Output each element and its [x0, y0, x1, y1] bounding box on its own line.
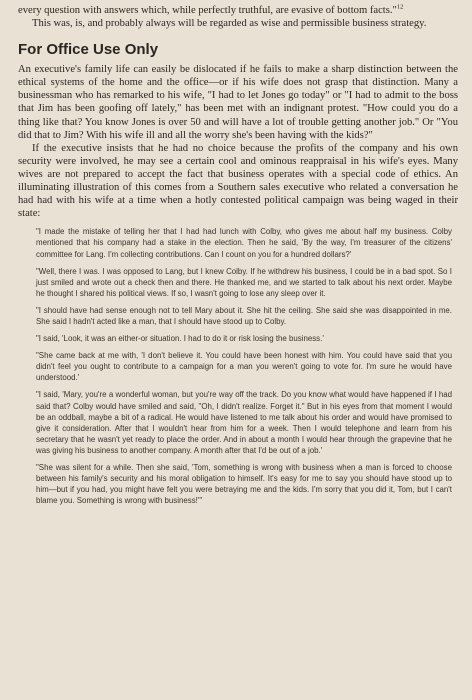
quote-paragraph: "I should have had sense enough not to tell Mary about it. She hit the ceiling. She said she was disappointed in me. She said I hadn't acted like a man, that I should have stood up to Colby.	[36, 305, 452, 326]
quote-paragraph: "She was silent for a while. Then she said, 'Tom, something is wrong with business when a man is forced to choose between his family's security and his moral obligation to himself. It's easy for me to say you should have stood up to him—but if you had, you might have felt you were betraying me and the kids. I'm sorry that you did it, Tom, but I can't blame you. Something is wrong with business!'"	[36, 463, 452, 506]
section-heading: For Office Use Only	[18, 41, 159, 59]
block-quote	[18, 226, 458, 506]
quote-paragraph: "I made the mistake of telling her that I had had lunch with Colby, who gives me about half my business. Colby mentioned that his company had a stake in the election. Then he said, 'By the way, I'm treasurer of the citizens' committee for Lang. I'm collecting contributions. Can I count on you for a hundred dollars?'	[36, 227, 452, 259]
intro-text-1: every question with answers which, while perfectly truthful, are evasive of bottom facts."	[18, 5, 397, 16]
body-paragraph: An executive's family life can easily be dislocated if he fails to make a sharp distinction between the ethical systems of the home and the office—or if his wife does not grasp that distinction. Many a businessman who has remarked to his wife, "I had to let Jones go today" or "I had to admit to the boss that Jim has been goofing off lately," has been met with an indignant protest. "How could you do a thing like that? You know Jones is over 50 and will have a lot of trouble getting another job." Or "You did that to Jim? With his wife ill and all the worry she's been having with the kids?"	[18, 64, 458, 141]
quote-paragraph: "Well, there I was. I was opposed to Lang, but I knew Colby. If he withdrew his business, I could be in a bad spot. So I just smiled and wrote out a check then and there. He thanked me, and we started to talk about his next order. Maybe he thought I shared his political views. If so, I wasn't going to lose any sleep over it.	[36, 266, 452, 298]
quote-paragraph: "I said, 'Look, it was an either-or situation. I had to do it or risk losing the business.'	[36, 334, 324, 344]
quote-paragraph: "She came back at me with, 'I don't believe it. You could have been honest with him. You could have said that you didn't feel you ought to contribute to a campaign for a man you weren't going to vote for. I'm sure he would have understood.'	[36, 351, 452, 383]
intro-line-1	[18, 4, 458, 17]
body-paragraph: If the executive insists that he had no choice because the profits of the company and his own security were involved, he may see a certain cool and ominous reappraisal in his wife's eyes. Many wives are not prepared to accept the fact that business operates with a special code of ethics. An illuminating illustration of this comes from a Southern sales executive who related a conversation he had had with his wife at a time when a hotly contested political campaign was being waged in their state:	[18, 142, 458, 220]
footnote-reference: 12	[396, 3, 404, 11]
quote-paragraph: "I said, 'Mary, you're a wonderful woman, but you're way off the track. Do you know what would have happened if I had said that? Colby would have smiled and said, "Oh, I didn't realize. Forget it." But in his eyes from that moment I would be an oddball, maybe a bit of a radical. He would have listened to me talk about his order and would have promised to give it consideration. After that I wouldn't hear from him for a week. Then I would telephone and learn from his secretary that he wasn't yet ready to place the order. And in about a month I would hear through the grapevine that he was giving his business to another company. A month after that I'd be out of a job.'	[36, 390, 452, 455]
intro-line-2: This was, is, and probably always will be regarded as wise and permissible business strategy.	[32, 18, 427, 30]
